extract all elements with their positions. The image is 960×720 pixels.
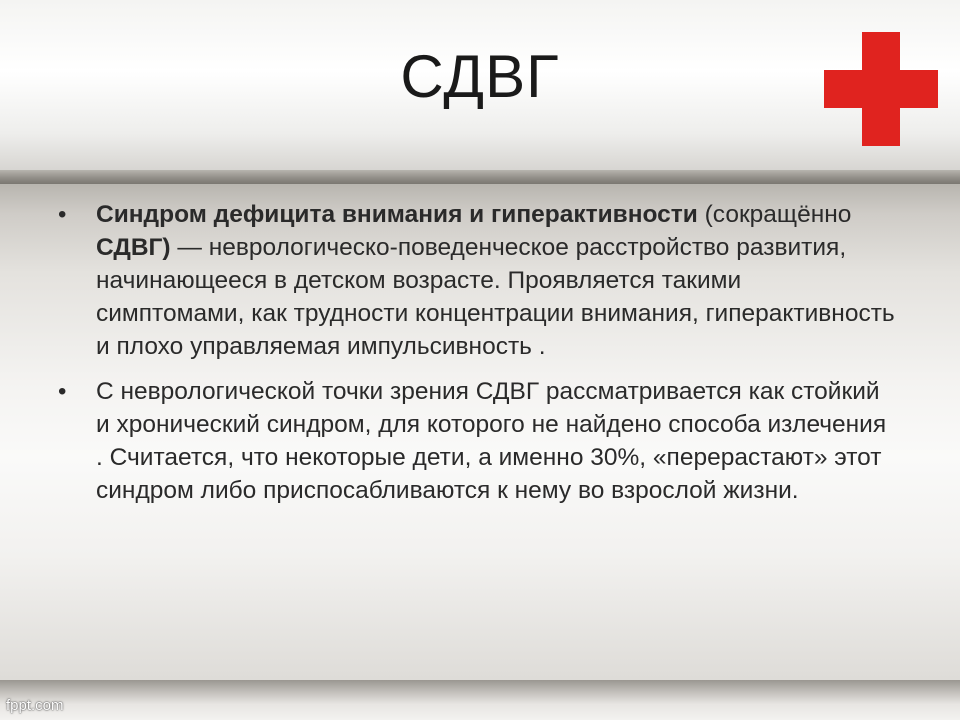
bullet-term: Синдром дефицита внимания и гиперактивности (96, 201, 698, 228)
watermark: fppt.com (6, 697, 64, 714)
bullet-text: С неврологической точки зрения СДВГ рассматривается как стойкий и хронический синдром, для которого не найдено способа излечения . Считается, что некоторые дети, а именно 30%, «перерастают» этот синдром либо приспосабливаются к нему во взрослой жизни. (96, 378, 887, 504)
bullet-marker: • (58, 378, 67, 405)
bullet-item (56, 198, 896, 363)
header-divider (0, 170, 960, 184)
red-cross-icon (824, 32, 938, 146)
bullet-abbrev-intro: (сокращённо (697, 201, 852, 228)
bullet-item (56, 375, 896, 507)
bullet-list (56, 198, 896, 519)
slide-footer (0, 680, 960, 720)
bullet-abbrev: СДВГ) (96, 234, 171, 261)
bullet-text: — неврологическо-поведенческое расстройство развития, начинающееся в детском возрасте. Проявляется такими симптомами, как трудности концентрации внимания, гиперактивность и плохо управляемая импульсивность . (96, 234, 895, 360)
slide-title: СДВГ (400, 43, 560, 110)
bullet-marker: • (58, 201, 67, 228)
